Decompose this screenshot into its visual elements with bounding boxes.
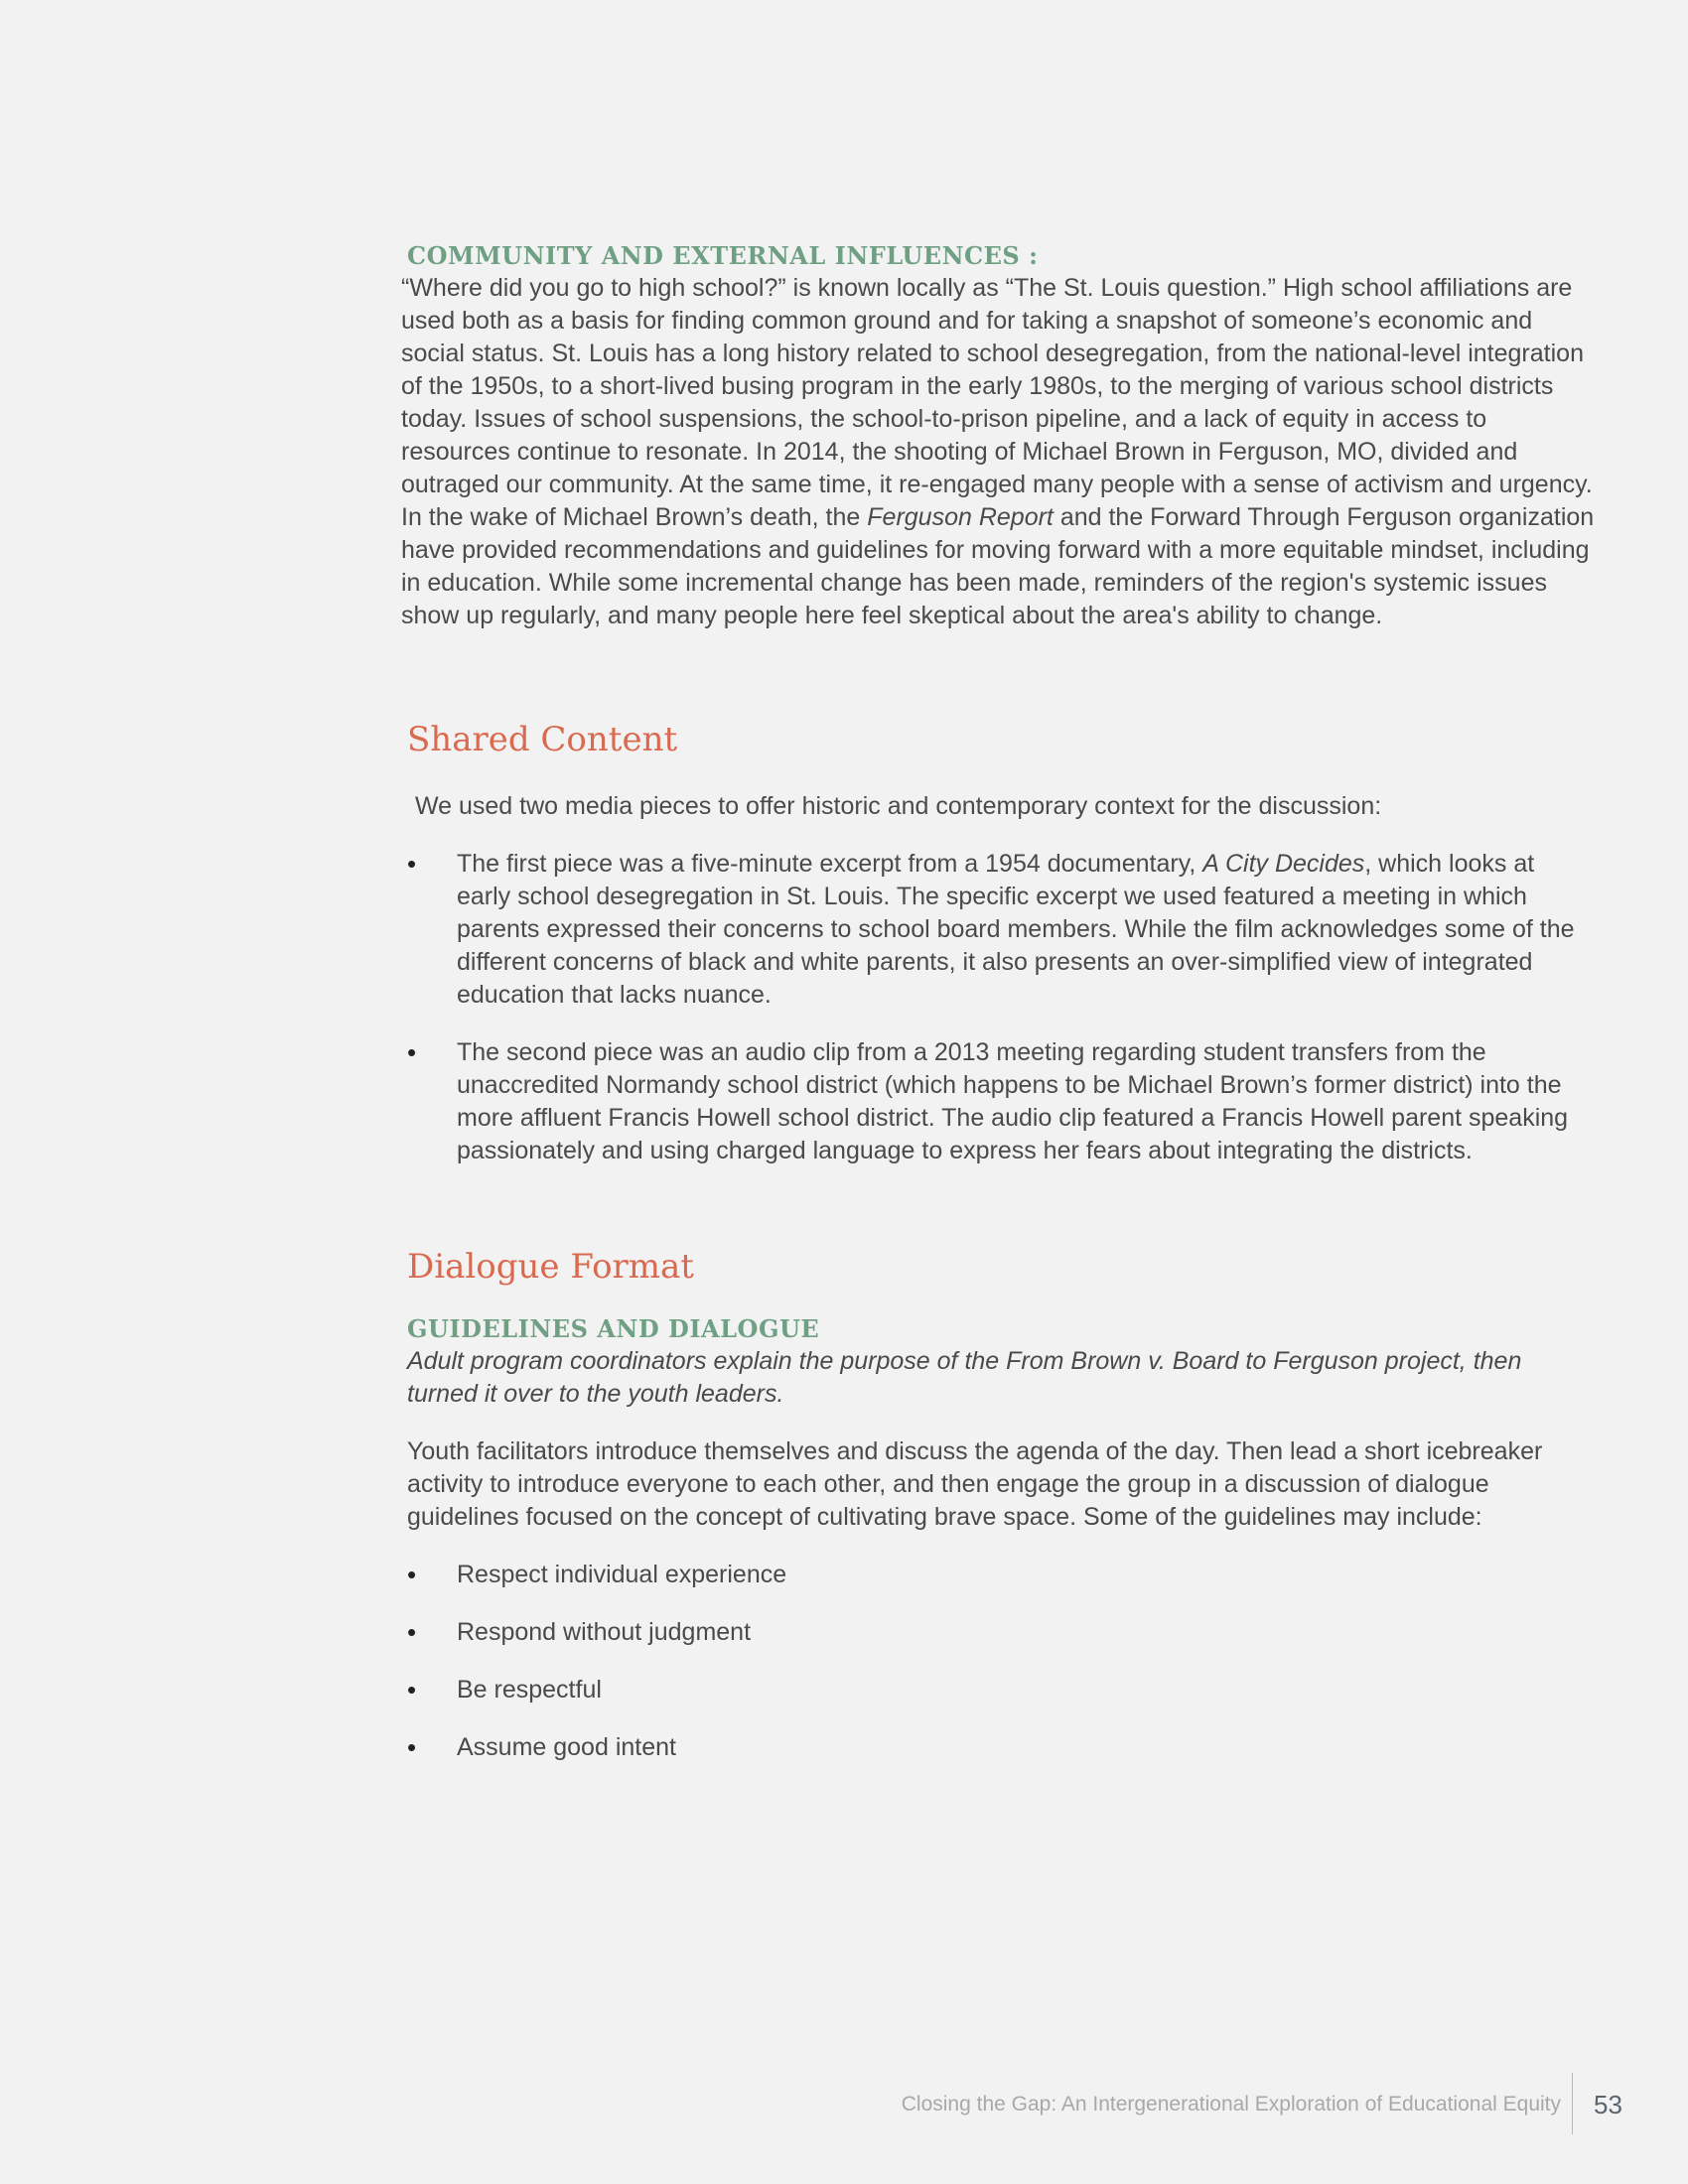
list-item	[407, 1036, 1595, 1167]
shared-content-title: Shared Content	[407, 720, 678, 760]
dialogue-format-title: Dialogue Format	[407, 1247, 694, 1288]
media-pieces-list	[407, 848, 1595, 1167]
community-heading: COMMUNITY AND EXTERNAL INFLUENCES :	[407, 241, 1039, 270]
guidelines-list	[407, 1559, 1595, 1764]
ferguson-report-title: Ferguson Report	[867, 503, 1054, 532]
coordinators-paragraph: Adult program coordinators explain the purpose of the From Brown v. Board to Ferguson project, then turned it over to the youth leaders.	[407, 1347, 1522, 1409]
main-content	[401, 240, 1595, 1789]
community-paragraph-start: “Where did you go to high school?” is known locally as “The St. Louis question.” High school affiliations are used both as a basis for finding common ground and for taking a snapshot of someone’s economic and social status. St. Louis has a long history related to school desegregation, from the national-level integration of the 1950s, to a short-lived busing program in the early 1980s, to the merging of various school districts today. Issues of school suspensions, the school-to-prison pipeline, and a lack of equity in access to resources continue to resonate. In 2014, the shooting of Michael Brown in Ferguson, MO, divided and outraged our community. At the same time, it re-engaged many people with a sense of activism and urgency. In the wake of Michael Brown’s death, the	[401, 274, 1593, 532]
footer-title: Closing the Gap: An Intergenerational Exploration of Educational Equity	[901, 2093, 1561, 2116]
media-piece-1-start: The first piece was a five-minute excerpt from a 1954 documentary,	[457, 850, 1203, 879]
media-piece-1-end: , which looks at early school desegregation in St. Louis. The specific excerpt we used featured a meeting in which parents expressed their concerns to school board members. While the film acknowledges some of the different concerns of black and white parents, it also presents an over-simplified view of integrated education that lacks nuance.	[457, 850, 1575, 1010]
footer-divider	[1572, 2073, 1573, 2134]
list-item	[407, 848, 1595, 1012]
page-number: 53	[1594, 2090, 1622, 2119]
community-paragraph	[401, 272, 1595, 632]
media-piece-2: The second piece was an audio clip from a 2013 meeting regarding student transfers from the unaccredited Normandy school district (which happens to be Michael Brown’s former district) into the more affluent Francis Howell school district. The audio clip featured a Francis Howell parent speaking passionately and using charged language to express her fears about integrating the districts.	[457, 1038, 1569, 1165]
list-item: • Respect individual experience	[407, 1559, 1595, 1591]
list-item: • Respond without judgment	[407, 1616, 1595, 1649]
list-item: • Be respectful	[407, 1674, 1595, 1706]
shared-content-intro: We used two media pieces to offer historic and contemporary context for the discussion:	[415, 792, 1382, 821]
page-footer	[0, 2073, 1688, 2142]
facilitators-paragraph: Youth facilitators introduce themselves and discuss the agenda of the day. Then lead a short icebreaker activity to introduce everyone to each other, and then engage the group in a discussion of dialogue guidelines focused on the concept of cultivating brave space. Some of the guidelines may include:	[407, 1437, 1543, 1532]
documentary-title: A City Decides	[1202, 850, 1365, 879]
guidelines-heading: GUIDELINES AND DIALOGUE	[407, 1313, 820, 1343]
community-paragraph-end: and the Forward Through Ferguson organization have provided recommendations and guidelines for moving forward with a more equitable mindset, including in education. While some incremental change has been made, reminders of the region's systemic issues show up regularly, and many people here feel skeptical about the area's ability to change.	[401, 503, 1595, 630]
list-item: • Assume good intent	[407, 1731, 1595, 1764]
